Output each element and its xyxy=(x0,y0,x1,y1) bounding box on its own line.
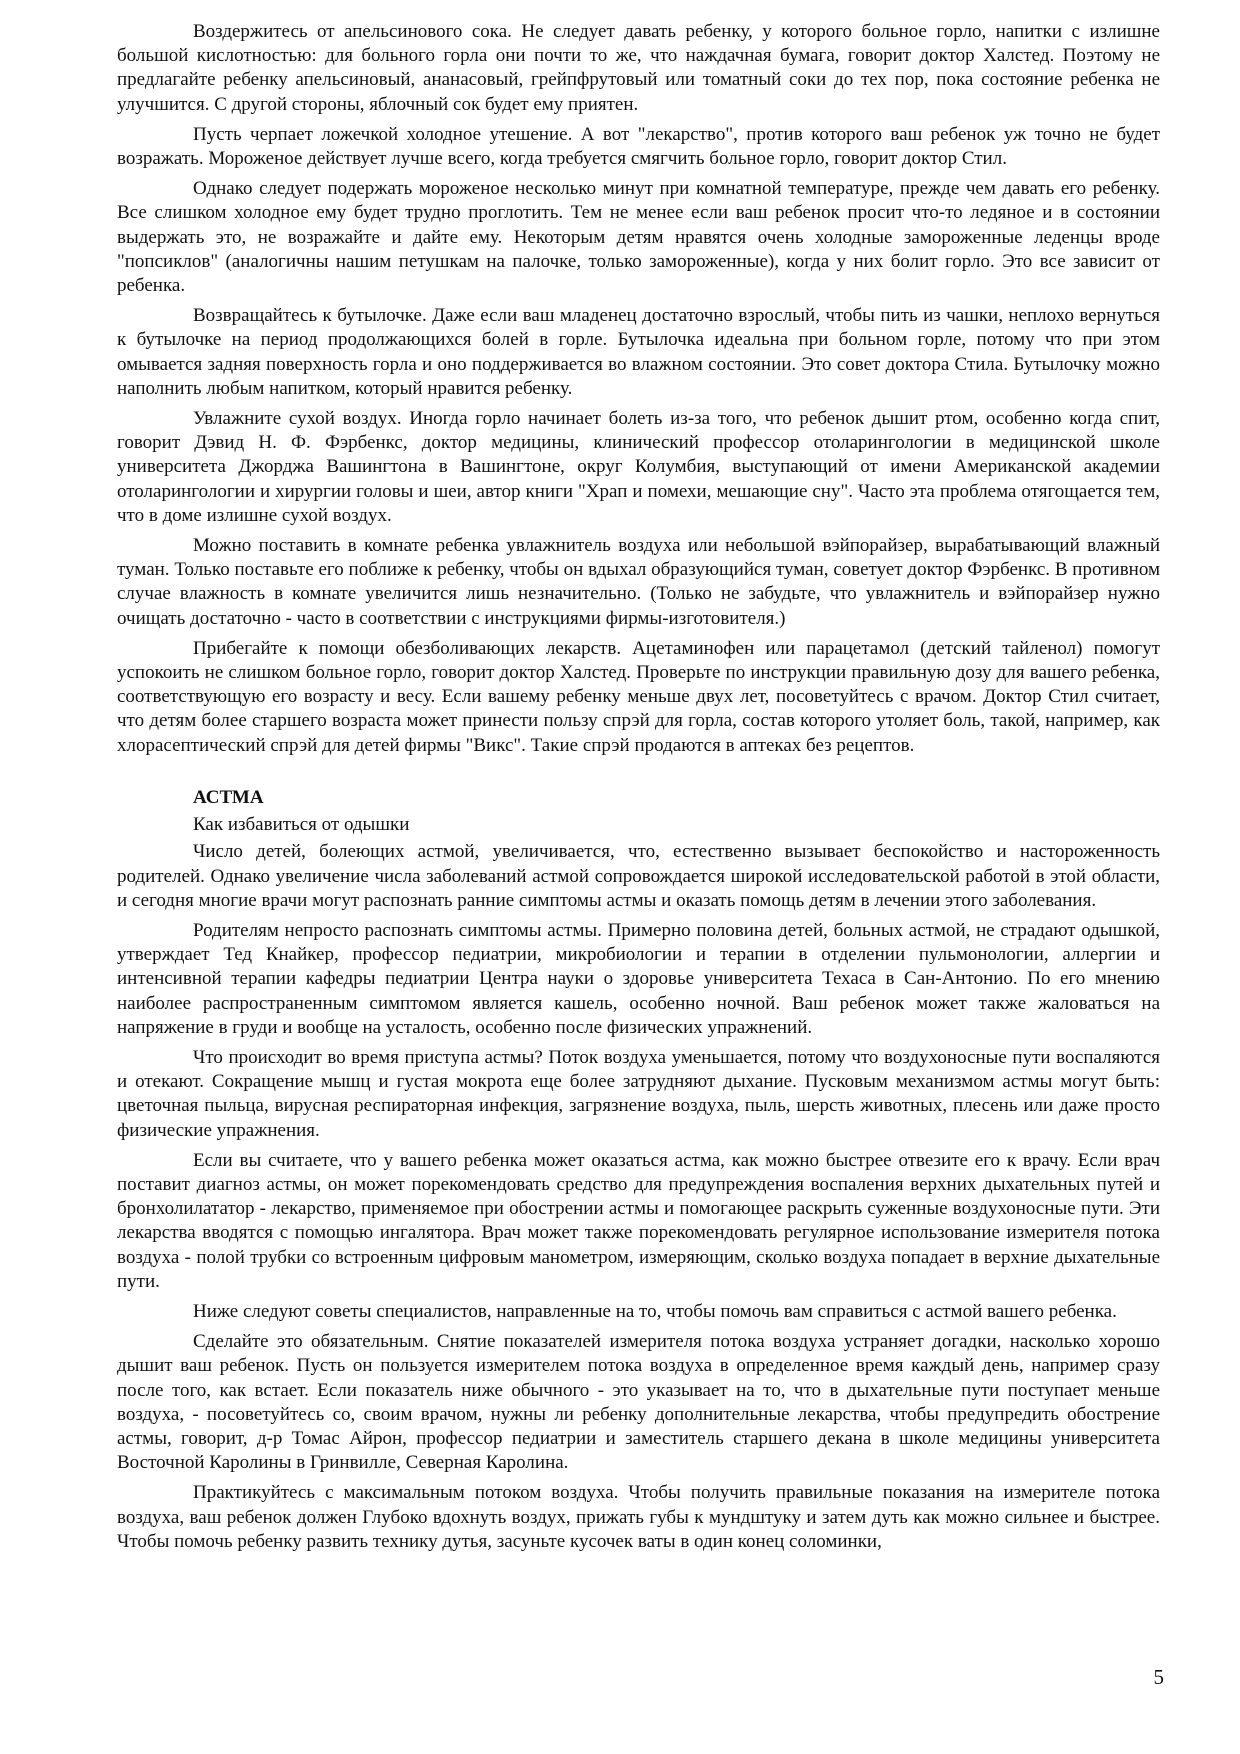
section-title: АСТМА xyxy=(193,786,264,808)
paragraph: Сделайте это обязательным. Снятие показателей измерителя потока воздуха устраняет догадки, насколько хорошо дышит ваш ребенок. Пусть он пользуется измерителем потока воздуха в определенное время каждый день, например сразу после того, как встает. Если показатель ниже обычного - это указывает на то, что в дыхательные пути поступает меньше воздуха, - посоветуйтесь со, своим врачом, нужны ли ребенку дополнительные лекарства, чтобы предупредить обострение астмы, говорит, д-р Томас Айрон, профессор педиатрии и заместитель старшего декана в школе медицины университета Восточной Каролины в Гринвилле, Северная Каролина. xyxy=(117,1331,1160,1474)
paragraph: Ниже следуют советы специалистов, направленные на то, чтобы помочь вам справиться с астмой вашего ребенка. xyxy=(193,1300,1117,1322)
page-number: 5 xyxy=(1153,1665,1164,1689)
paragraph: Число детей, болеющих астмой, увеличивается, что, естественно вызывает беспокойство и настороженность родителей. Однако увеличение числа заболеваний астмой сопровождается широкой исследовательской работой в этой области, и сегодня многие врачи могут распознать ранние симптомы астмы и оказать помощь детям в лечении этого заболевания. xyxy=(117,841,1160,911)
paragraph: Пусть черпает ложечкой холодное утешение. А вот "лекарство", против которого ваш ребенок уж точно не будет возражать. Мороженое действует лучше всего, когда требуется смягчить больное горло, говорит доктор Стил. xyxy=(117,123,1160,170)
paragraph: Возвращайтесь к бутылочке. Даже если ваш младенец достаточно взрослый, чтобы пить из чашки, неплохо вернуться к бутылочке на период продолжающихся болей в горле. Бутылочка идеальна при больном горле, потому что при этом омывается задняя поверхность горла и оно поддерживается во влажном состоянии. Это совет доктора Стила. Бутылочку можно наполнить любым напитком, который нравится ребенку. xyxy=(117,305,1160,399)
paragraph: Можно поставить в комнате ребенка увлажнитель воздуха или небольшой вэйпорайзер, вырабатывающий влажный туман. Только поставьте его поближе к ребенку, чтобы он вдыхал образующийся туман, советует доктор Фэрбенкс. В противном случае влажность в комнате увеличится лишь незначительно. (Только не забудьте, что увлажнитель и вэйпорайзер нужно очищать достаточно - часто в соответствии с инструкциями фирмы-изготовителя.) xyxy=(117,535,1160,629)
paragraph: Родителям непросто распознать симптомы астмы. Примерно половина детей, больных астмой, не страдают одышкой, утверждает Тед Кнайкер, профессор педиатрии, микробиологии и терапии в отделении пульмонологии, аллергии и интенсивной терапии кафедры педиатрии Центра науки о здоровье университета Техаса в Сан-Антонио. По его мнению наиболее распространенным симптомом является кашель, особенно ночной. Ваш ребенок может также жаловаться на напряжение в груди и вообще на усталость, особенно после физических упражнений. xyxy=(117,919,1160,1038)
paragraph: Если вы считаете, что у вашего ребенка может оказаться астма, как можно быстрее отвезите его к врачу. Если врач поставит диагноз астмы, он может порекомендовать средство для предупреждения воспаления верхних дыхательных путей и бронхолилататор - лекарство, применяемое при обострении астмы и помогающее раскрыть суженные воздухоносные пути. Эти лекарства вводятся с помощью ингалятора. Врач может также порекомендовать регулярное использование измерителя потока воздуха - полой трубки со встроенным цифровым манометром, измеряющим, сколько воздуха попадает в верхние дыхательные пути. xyxy=(117,1149,1160,1292)
section-gap xyxy=(117,764,1160,786)
section-subtitle: Как избавиться от одышки xyxy=(193,814,410,836)
paragraph: Что происходит во время приступа астмы? Поток воздуха уменьшается, потому что воздухоносные пути воспаляются и отекают. Сокращение мышц и густая мокрота еще более затрудняют дыхание. Пусковым механизмом астмы могут быть: цветочная пыльца, вирусная респираторная инфекция, загрязнение воздуха, пыль, шерсть животных, плесень или даже просто физические упражнения. xyxy=(117,1046,1160,1141)
paragraph: Практикуйтесь с максимальным потоком воздуха. Чтобы получить правильные показания на измерителе потока воздуха, ваш ребенок должен Глубоко вдохнуть воздух, прижать губы к мундштуку и затем дуть как можно сильнее и быстрее. Чтобы помочь ребенку развить технику дутья, засуньте кусочек ваты в один конец соломинки, xyxy=(117,1482,1160,1552)
paragraph: Прибегайте к помощи обезболивающих лекарств. Ацетаминофен или парацетамол (детский тайленол) помогут успокоить не слишком больное горло, говорит доктор Халстед. Проверьте по инструкции правильную дозу для вашего ребенка, соответствующую его возрасту и весу. Если вашему ребенку меньше двух лет, посоветуйтесь с врачом. Доктор Стил считает, что детям более старшего возраста может принести пользу спрэй для горла, состав которого утоляет боль, такой, например, как хлорасептический спрэй для детей фирмы "Викс". Такие спрэй продаются в аптеках без рецептов. xyxy=(117,637,1160,756)
paragraph: Увлажните сухой воздух. Иногда горло начинает болеть из-за того, что ребенок дышит ртом, особенно когда спит, говорит Дэвид Н. Ф. Фэрбенкс, доктор медицины, клинический профессор отоларингологии в медицинской школе университета Джорджа Вашингтона в Вашингтоне, округ Колумбия, выступающий от имени Американской академии отоларингологии и хирургии головы и шеи, автор книги "Храп и помехи, мешающие сну". Часто эта проблема отягощается тем, что в доме излишне сухой воздух. xyxy=(117,408,1160,526)
paragraph: Воздержитесь от апельсинового сока. Не следует давать ребенку, у которого больное горло, напитки с излишне большой кислотностью: для больного горла они почти то же, что наждачная бумага, говорит доктор Халстед. Поэтому не предлагайте ребенку апельсиновый, ананасовый, грейпфрутовый или томатный соки до тех пор, пока состояние ребенка не улучшится. С другой стороны, яблочный сок будет ему приятен. xyxy=(117,21,1160,115)
document-page xyxy=(117,20,1160,1560)
paragraph: Однако следует подержать мороженое несколько минут при комнатной температуре, прежде чем давать его ребенку. Все слишком холодное ему будет трудно проглотить. Тем не менее если ваш ребенок просит что-то ледяное и в состоянии выдержать это, не возражайте и дайте ему. Некоторым детям нравятся очень холодные замороженные леденцы вроде "попсиклов" (аналогичны нашим петушкам на палочке, только замороженные), когда у них болит горло. Это все зависит от ребенка. xyxy=(117,178,1160,297)
